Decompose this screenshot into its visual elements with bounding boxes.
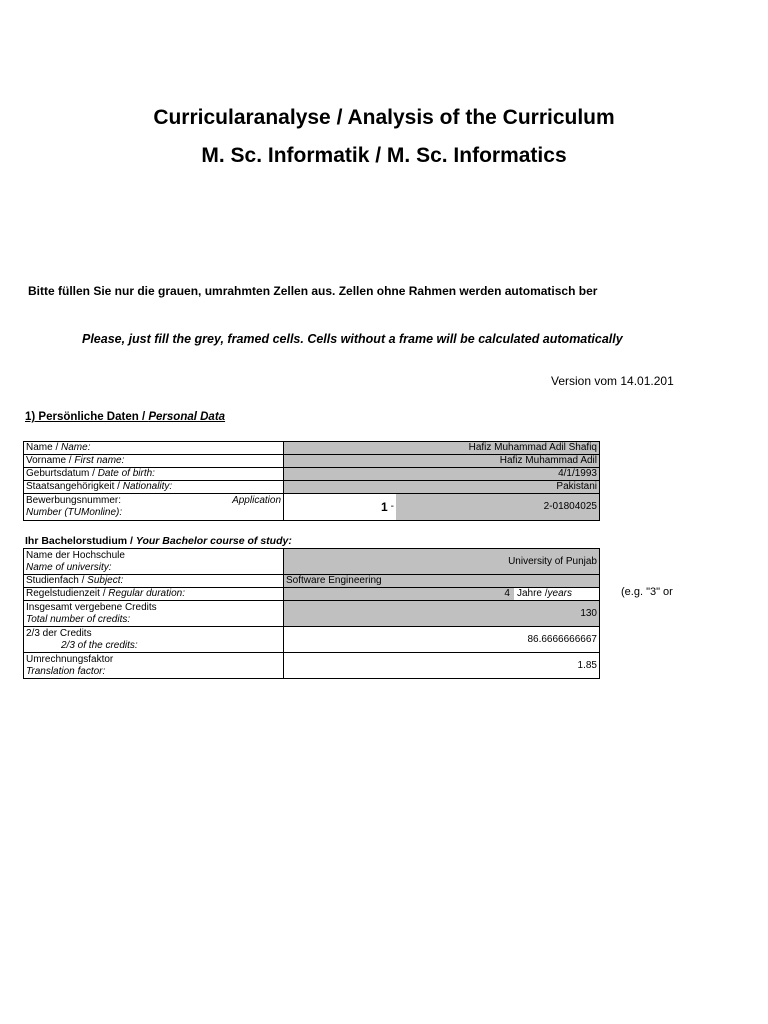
application-label: Bewerbungsnummer: Application Number (TUMonline): xyxy=(24,494,284,521)
credits-row xyxy=(24,601,600,627)
firstname-field[interactable]: Hafiz Muhammad Adil xyxy=(284,455,600,468)
duration-row xyxy=(24,588,600,601)
personal-data-table xyxy=(23,441,600,521)
twothirds-value: 86.6666666667 xyxy=(284,627,600,653)
name-label: Name / Name: xyxy=(24,442,284,455)
subject-field[interactable]: Software Engineering xyxy=(284,575,600,588)
credits-label: Insgesamt vergebene Credits Total number of credits: xyxy=(24,601,284,627)
nationality-row xyxy=(24,481,600,494)
duration-label: Regelstudienzeit / Regular duration: xyxy=(24,588,284,601)
factor-value: 1.85 xyxy=(284,653,600,679)
subject-row xyxy=(24,575,600,588)
subject-label: Studienfach / Subject: xyxy=(24,575,284,588)
firstname-label: Vorname / First name: xyxy=(24,455,284,468)
nationality-label: Staatsangehörigkeit / Nationality: xyxy=(24,481,284,494)
page-subtitle: M. Sc. Informatik / M. Sc. Informatics xyxy=(201,144,567,167)
factor-row xyxy=(24,653,600,679)
version-label: Version vom 14.01.201 xyxy=(551,374,674,388)
duration-unit: Jahre / years xyxy=(514,588,599,600)
application-number-cell xyxy=(284,494,600,521)
dob-field[interactable]: 4/1/1993 xyxy=(284,468,600,481)
university-field[interactable]: University of Punjab xyxy=(284,549,600,575)
twothirds-label: 2/3 der Credits 2/3 of the credits: xyxy=(24,627,284,653)
duration-cell xyxy=(284,588,600,601)
application-row xyxy=(24,494,600,521)
firstname-row xyxy=(24,455,600,468)
application-number-field[interactable]: 2-01804025 xyxy=(396,494,599,520)
twothirds-row xyxy=(24,627,600,653)
bachelor-table xyxy=(23,548,600,679)
instruction-english: Please, just fill the grey, framed cells. Cells without a frame will be calculated automatically xyxy=(82,332,623,346)
dob-label: Geburtsdatum / Date of birth: xyxy=(24,468,284,481)
personal-heading-de: 1) Persönliche Daten / xyxy=(25,411,149,423)
personal-data-heading xyxy=(25,411,225,423)
nationality-field[interactable]: Pakistani xyxy=(284,481,600,494)
personal-heading-en: Personal Data xyxy=(148,411,226,423)
credits-field[interactable]: 130 xyxy=(284,601,600,627)
instruction-german: Bitte füllen Sie nur die grauen, umrahmten Zellen aus. Zellen ohne Rahmen werden automatisch ber xyxy=(28,284,598,298)
application-prefix: 1 - xyxy=(284,494,396,520)
university-row xyxy=(24,549,600,575)
duration-field[interactable]: 4 xyxy=(504,588,514,600)
name-field[interactable]: Hafiz Muhammad Adil Shafiq xyxy=(284,442,600,455)
duration-note: (e.g. "3" or xyxy=(621,586,673,598)
page-title: Curricularanalyse / Analysis of the Curriculum xyxy=(153,106,615,129)
university-label: Name der Hochschule Name of university: xyxy=(24,549,284,575)
bachelor-heading: Ihr Bachelorstudium / Your Bachelor course of study: xyxy=(25,535,292,547)
name-row xyxy=(24,442,600,455)
dob-row xyxy=(24,468,600,481)
factor-label: Umrechnungsfaktor Translation factor: xyxy=(24,653,284,679)
